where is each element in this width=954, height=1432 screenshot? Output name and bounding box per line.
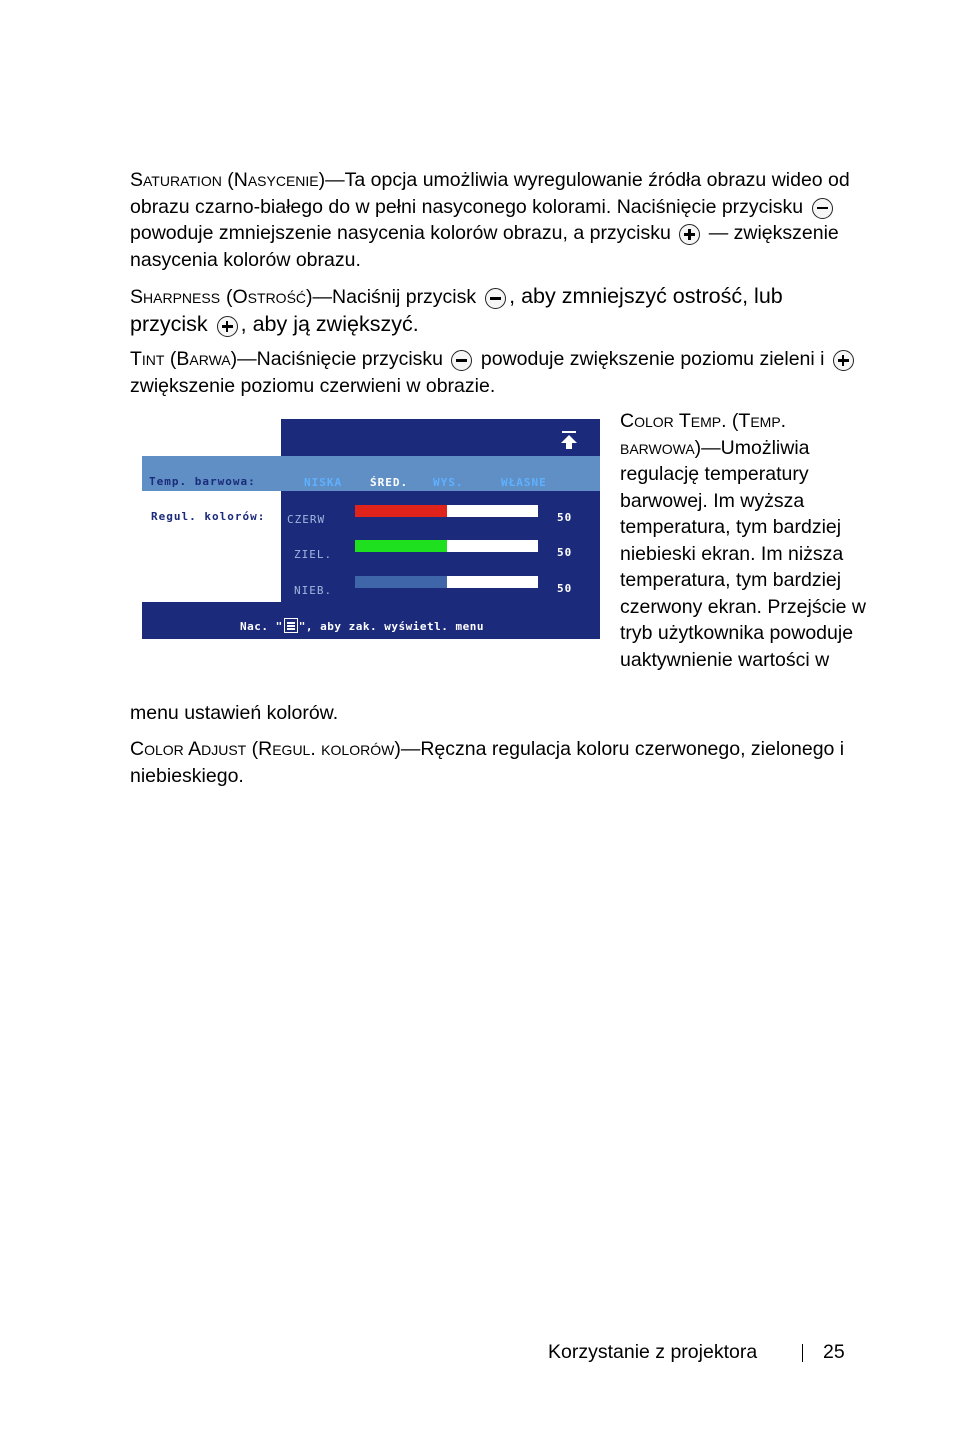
saturation-text-1: —Ta opcja umożliwia wyregulowanie źródła obrazu wideo od obrazu czarno-białego do w pełni nasyconego kolorami. Naciśnięcie przycisku (130, 169, 850, 218)
saturation-paragraph: Saturation (Nasycenie)—Ta opcja umożliwia wyregulowanie źródła obrazu wideo od obrazu czarno-białego do w pełni nasyconego kolorami. Naciśnięcie przycisku powoduje zmniejszenie nasycenia kolorów obrazu, a przycisku — zwiększenie nasycenia kolorów obrazu. (130, 169, 850, 271)
tint-text-2: powoduje zwiększenie poziomu zieleni i (480, 348, 825, 370)
color-adjust-text: —Ręczna regulacja koloru czerwonego, zielonego i niebieskiego. (130, 738, 845, 787)
saturation-term: Saturation (130, 169, 222, 191)
footer-separator (802, 1344, 803, 1362)
sharpness-text-1: —Naciśnij przycisk (312, 286, 477, 308)
osd-bar-label-green: ZIEL. (294, 548, 333, 561)
color-adjust-term-pl: Regul. kolorów (258, 738, 395, 760)
sharpness-term-pl: Ostrość (232, 286, 307, 308)
sharpness-text-2: , aby zmniejszyć ostrość, lub przycisk (130, 284, 783, 336)
osd-option-low: NISKA (304, 476, 343, 489)
osd-footer-pre: Nac. " (240, 620, 283, 633)
saturation-text-3: — zwiększenie nasycenia kolorów obrazu. (130, 222, 839, 271)
osd-color-menu-image (142, 419, 600, 639)
osd-footer-text (240, 614, 484, 641)
osd-bar-label-blue: NIEB. (294, 584, 333, 597)
color-temp-continuation: menu ustawień kolorów. (130, 702, 339, 724)
minus-button-icon (451, 350, 472, 371)
osd-bar-fill-green (355, 540, 447, 552)
osd-return-icon (561, 431, 577, 449)
color-adjust-paragraph: Color Adjust (Regul. kolorów)—Ręczna regulacja koloru czerwonego, zielonego i niebieskiego. (130, 738, 845, 787)
tint-text-3: zwiększenie poziomu czerwieni w obrazie. (130, 374, 496, 397)
osd-bar-blue (355, 576, 538, 588)
osd-bar-label-red: CZERW (287, 513, 326, 526)
plus-button-icon (679, 224, 700, 245)
color-temp-term: Color Temp. (620, 410, 727, 432)
osd-color-adjust-label: Regul. kolorów: (151, 510, 266, 523)
page-number: 25 (823, 1341, 845, 1363)
minus-button-icon (485, 288, 506, 309)
color-temp-text: —Umożliwia regulację temperatury barwowej. Im wyższa temperatura, tym bardziej niebieski ekran. Im niższa temperatura, tym bardziej czerwony ekran. Przejście w tryb użytkownika powoduje uaktywnienie wartości w (620, 436, 866, 671)
sharpness-text-3: , aby ją zwiększyć. (240, 312, 419, 336)
osd-footer-post: ", aby zak. wyświetl. menu (298, 620, 484, 633)
osd-bar-green (355, 540, 538, 552)
tint-paragraph: Tint (Barwa)—Naciśnięcie przycisku powoduje zwiększenie poziomu zieleni i zwiększenie poziomu czerwieni w obrazie. (130, 346, 865, 399)
menu-button-icon (284, 618, 298, 633)
saturation-term-pl: Nasycenie (233, 169, 319, 191)
sharpness-term: Sharpness (130, 286, 221, 308)
color-temp-paragraph: Color Temp. (Temp. barwowa)—Umożliwia regulację temperatury barwowej. Im wyższa temperatura, tym bardziej niebieski ekran. Im niższa temperatura, tym bardziej czerwony ekran. Przejście w tryb użytkownika powoduje uaktywnienie wartości w (620, 410, 866, 671)
tint-term: Tint (130, 348, 165, 370)
minus-button-icon (812, 198, 833, 219)
tint-text-1: —Naciśnięcie przycisku (237, 348, 444, 370)
osd-option-custom: WŁASNE (501, 476, 547, 489)
color-adjust-term: Color Adjust (130, 738, 247, 760)
sharpness-paragraph: Sharpness (Ostrość)—Naciśnij przycisk , aby zmniejszyć ostrość, lub przycisk , aby ją zwiększyć. (130, 284, 783, 336)
color-temp-term-pl: Temp. barwowa (620, 410, 787, 459)
tint-term-pl: Barwa (176, 348, 231, 370)
osd-option-high: WYS. (433, 476, 464, 489)
osd-bar-red (355, 505, 538, 517)
plus-button-icon (217, 316, 238, 337)
osd-bar-fill-red (355, 505, 447, 517)
osd-bar-value-green: 50 (557, 546, 573, 559)
osd-bar-value-blue: 50 (557, 582, 573, 595)
osd-color-temp-label: Temp. barwowa: (149, 475, 256, 488)
footer-section-title: Korzystanie z projektora (548, 1341, 758, 1363)
osd-bar-value-red: 50 (557, 511, 573, 524)
plus-button-icon (833, 350, 854, 371)
osd-option-mid: ŚRED. (370, 476, 409, 489)
osd-bar-fill-blue (355, 576, 447, 588)
saturation-text-2: powoduje zmniejszenie nasycenia kolorów obrazu, a przycisku (130, 222, 671, 244)
